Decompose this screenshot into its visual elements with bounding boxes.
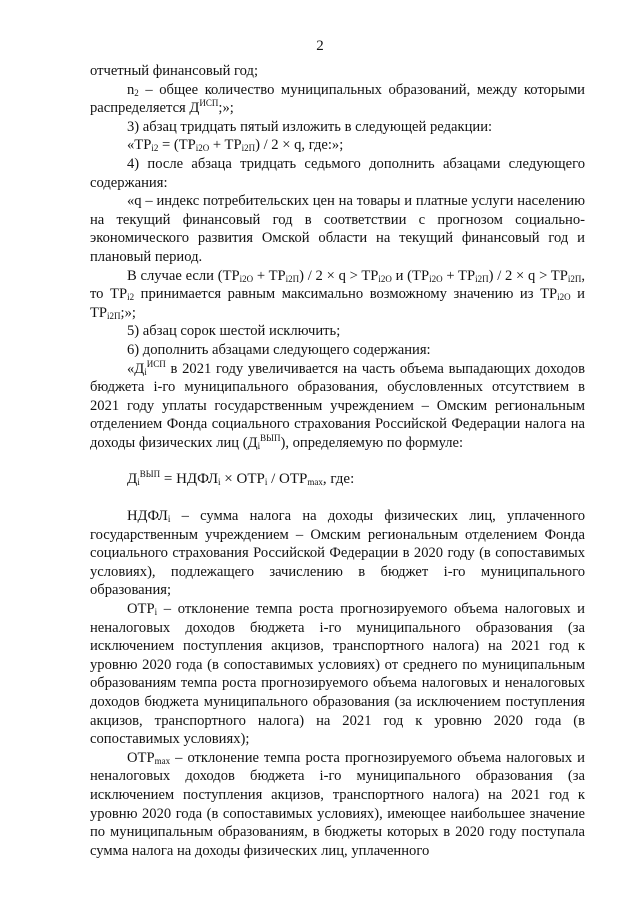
text: В случае если (TP [127,267,240,284]
text: × ОТР [220,471,265,488]
paragraph-10 [90,507,585,600]
subscript: i2O [195,143,210,154]
text: / ОТР [267,471,308,488]
text: ;»; [120,304,136,321]
text: = НДФЛ [160,471,219,488]
text: «TP [127,137,152,154]
subscript: max [154,755,171,766]
paragraph-6 [90,267,585,323]
paragraph-2: 3) абзац тридцать пятый изложить в следующей редакции: [127,118,493,135]
paragraph-7: 5) абзац сорок шестой исключить; [127,323,341,340]
superscript: ИСП [146,358,166,369]
paragraph-1 [90,81,585,118]
subscript: i2П [285,273,300,284]
text: + TP [442,267,476,284]
subscript: i [167,514,171,525]
text: = (TP [158,137,196,154]
superscript: ВЫП [260,432,281,443]
subscript: i2O [378,273,392,284]
subscript: i [137,477,140,488]
text: НДФЛ [127,508,168,525]
text: + TP [253,267,286,284]
text: и (TP [391,267,430,284]
text: , где: [322,471,355,488]
paragraph-11 [90,600,585,749]
text: в 2021 году увеличивается на часть объема выпадающих доходов бюджета i-го муниципального образования, обусловленных отсутствием в 2021 году уплаты государственным учреждением – Омским региональным отделением Фонда социального страхования Российской Федерации налога на доходы физических лиц (Д [90,360,585,451]
subscript: i2O [557,292,571,303]
paragraph-4: 4) после абзаца тридцать седьмого дополнить абзацами следующего содержания: [90,155,585,191]
text: ) / 2 × q > TP [299,267,379,284]
text: и TP [90,286,585,321]
subscript: i2П [475,273,489,284]
text: «Д [127,360,145,377]
subscript: i2O [239,273,254,284]
text: – сумма налога на доходы физических лиц, уплаченного государственным учреждением – Омским региональным отделением Фонда социального страхования Российской Федерации в 2020 году (в сопоставимых условиях), подлежащего зачислению в бюджет i-го муниципального образования; [90,508,585,599]
superscript: ИСП [199,98,219,109]
text: n [127,81,135,98]
text: ОТР [127,601,155,618]
subscript: i2 [151,143,159,154]
subscript: i [257,440,261,451]
subscript: max [307,477,323,488]
subscript: 2 [134,87,139,98]
subscript: i [154,607,158,618]
text: ;»; [218,100,234,117]
formula [90,470,585,489]
subscript: i [218,477,221,488]
subscript: i [264,477,268,488]
text: ) / 2 × q, где:»; [255,137,344,154]
page-number: 2 [316,38,324,54]
subscript: i2O [429,273,443,284]
text: принимается равным максимально возможному значению из TP [134,286,558,303]
paragraph-3 [90,136,585,155]
paragraph-5: «q – индекс потребительских цен на товары и платные услуги населению на текущий финансовый год в соответствии с прогнозом социально-экономического развития Омской области на текущий финансовый год и плановый период. [90,193,585,265]
subscript: i2П [241,143,256,154]
subscript: i2П [107,310,121,321]
subscript: i2П [567,273,582,284]
subscript: i2 [127,292,135,303]
text: – отклонение темпа роста прогнозируемого объема налоговых и неналоговых доходов бюджета i-го муниципального образования (за исключением поступления акцизов, транспортного налога) на 2021 год к уровню 2020 года (в сопоставимых условиях) от среднего по муниципальным образованиям темпа роста прогнозируемого объема налоговых и неналоговых доходов бюджета муниципального образования (за исключением поступления акцизов, транспортного налога) на 2021 год к уровню 2020 года (в сопоставимых условиях); [90,601,585,748]
paragraph-8: 6) дополнить абзацами следующего содержания: [127,341,431,358]
text: ОТР [127,749,155,766]
text: ) / 2 × q > TP [488,267,568,284]
paragraph-12 [90,749,585,861]
paragraph-9 [90,360,585,453]
subscript: i [144,366,147,377]
superscript: ВЫП [139,469,161,480]
text: – отклонение темпа роста прогнозируемого объема налоговых и неналоговых доходов бюджета i-го муниципального образования (за исключением поступления акцизов, транспортного налога) на 2021 год к уровню 2020 года (в сопоставимых условиях), имеющее наибольшее значение по муниципальным образованиям, в бюджеты которых в 2020 году поступала сумма налога на доходы физических лиц, уплаченного [90,749,585,859]
document-body [90,62,585,860]
text: , то TP [90,267,585,303]
text: + TP [209,137,242,154]
text: – общее количество муниципальных образований, между которыми распределяется Д [90,81,585,117]
paragraph-0: отчетный финансовый год; [90,63,259,79]
text: Д [127,471,138,488]
text: ), определяемую по формуле: [280,434,464,451]
